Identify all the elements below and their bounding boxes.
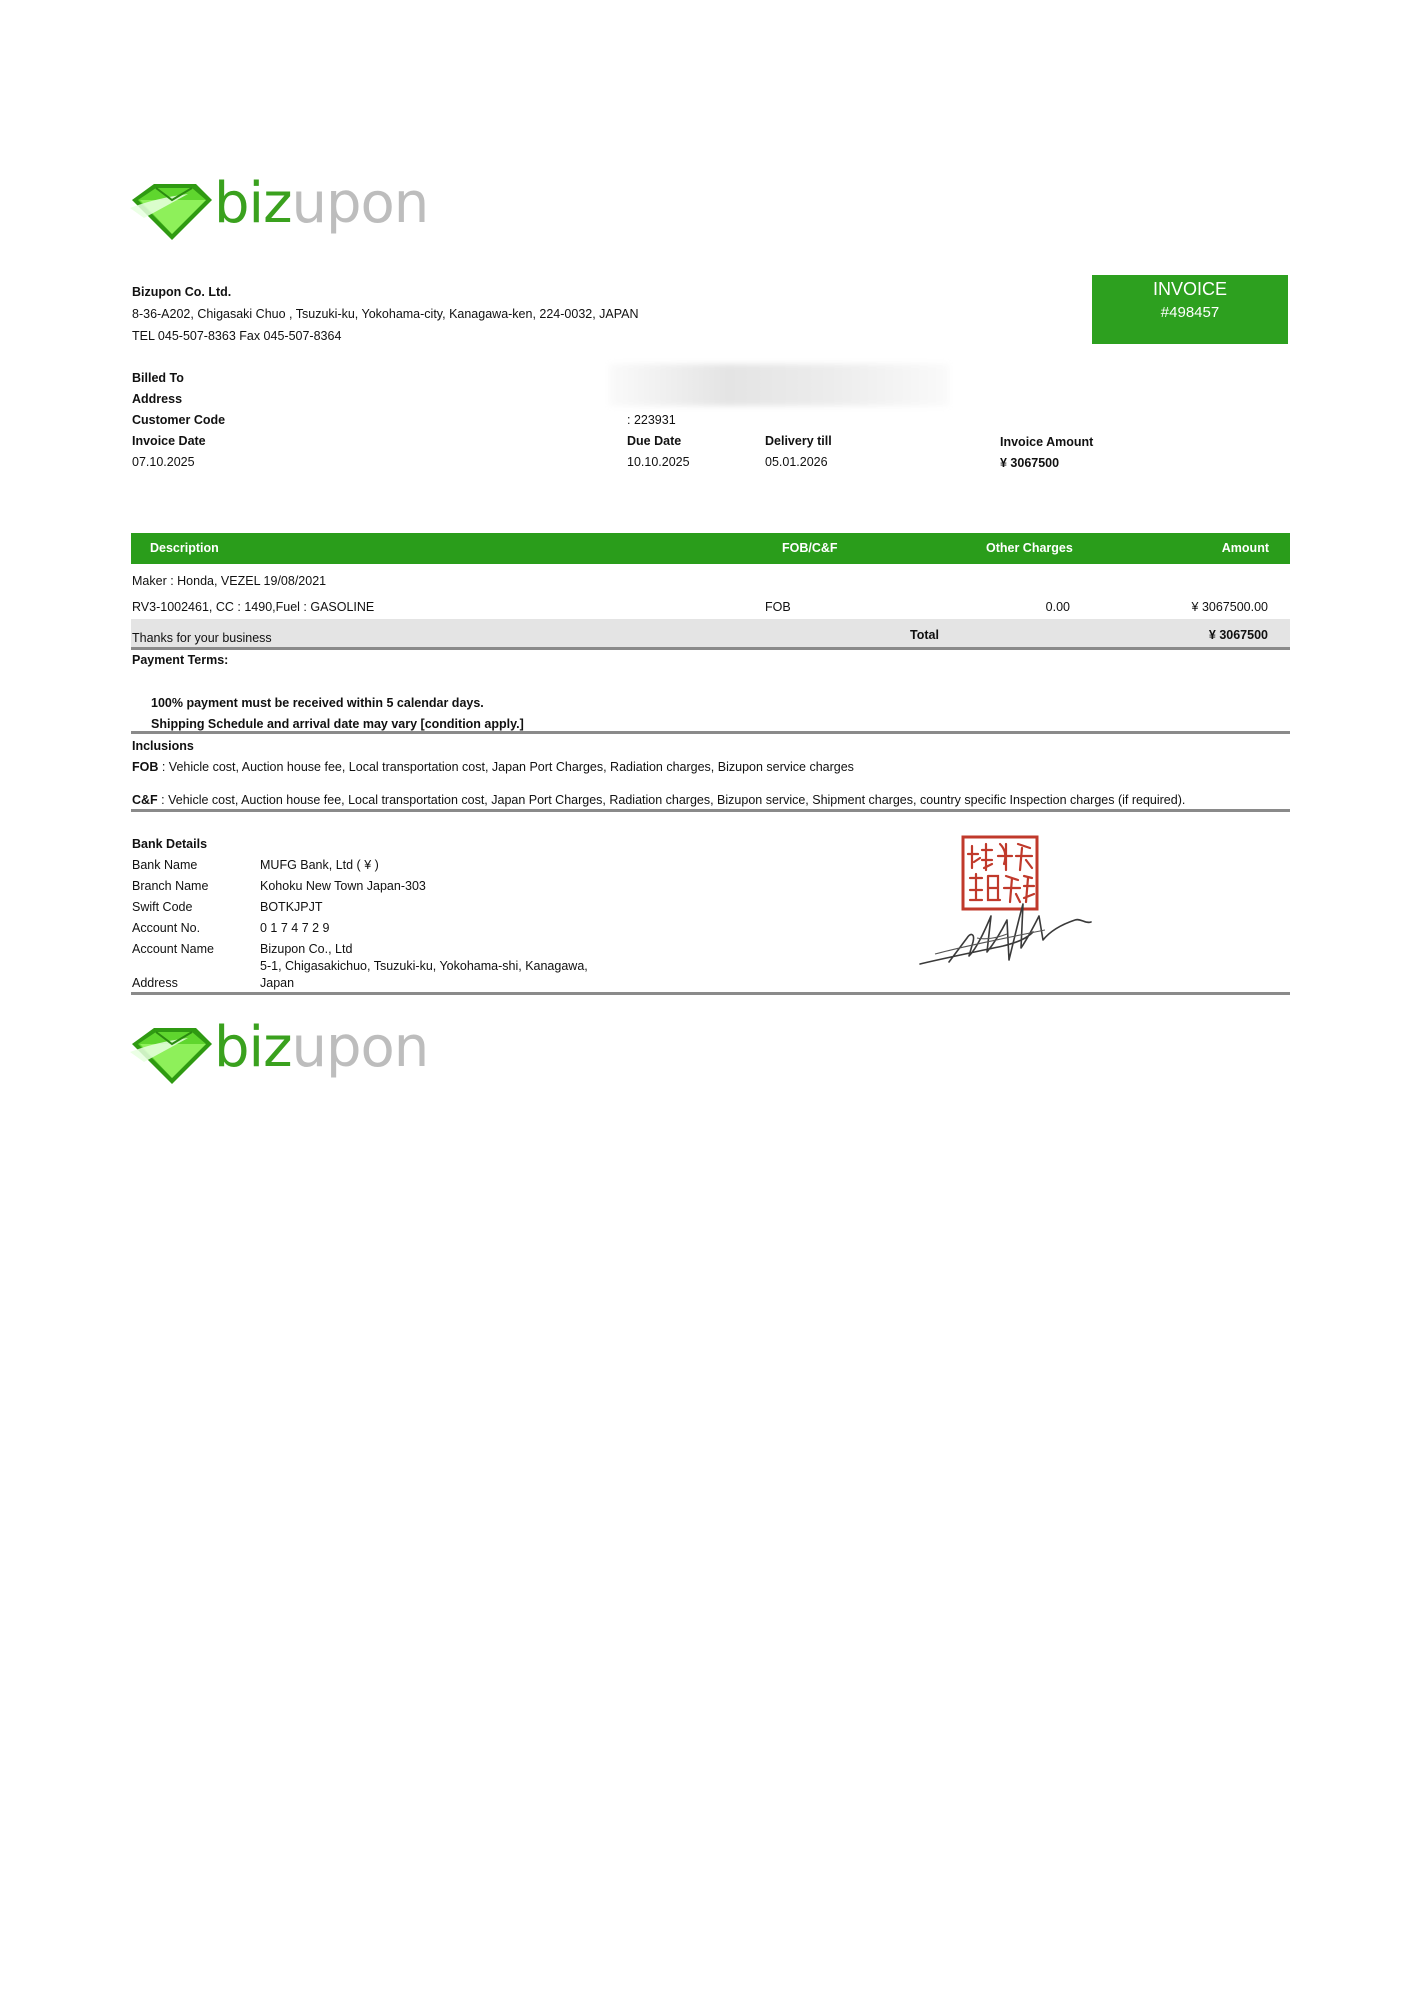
inclusions-fob-label: FOB [132, 760, 159, 774]
signature [915, 868, 1100, 973]
company-contact: TEL 045-507-8363 Fax 045-507-8364 [132, 329, 342, 343]
company-name: Bizupon Co. Ltd. [132, 285, 232, 299]
redacted-customer-info [609, 364, 949, 406]
thanks-note: Thanks for your business [132, 631, 272, 645]
col-description: Description [150, 541, 219, 555]
branch-name-label: Branch Name [132, 879, 209, 893]
col-fob-cf: FOB/C&F [782, 541, 838, 555]
items-table-header [131, 533, 1290, 564]
invoice-date-label: Invoice Date [132, 434, 206, 448]
swift-code-label: Swift Code [132, 900, 193, 914]
customer-code-label: Customer Code [132, 413, 226, 427]
divider [131, 809, 1290, 812]
divider [131, 731, 1290, 734]
bank-name-label: Bank Name [132, 858, 198, 872]
bank-address-label: Address [132, 976, 178, 990]
inclusions-cf [132, 792, 1185, 808]
branch-name-value: Kohoku New Town Japan-303 [260, 879, 426, 893]
account-name-value: Bizupon Co., Ltd [260, 942, 353, 956]
invoice-badge [1092, 275, 1288, 344]
total-label: Total [910, 628, 939, 642]
inclusions-cf-label: C&F [132, 793, 158, 807]
invoice-amount-value: ¥ 3067500 [1000, 456, 1060, 470]
invoice-label: INVOICE [1152, 279, 1227, 299]
account-no-label: Account No. [132, 921, 201, 935]
customer-code-value: : 223931 [627, 413, 676, 427]
item-amount: ¥ 3067500.00 [1191, 600, 1268, 614]
invoice-number: #498457 [1160, 304, 1220, 321]
company-logo-bottom [126, 1015, 446, 1092]
total-value: ¥ 3067500 [1208, 628, 1268, 642]
account-name-label: Account Name [132, 942, 214, 956]
bank-address-line1: 5-1, Chigasakichuo, Tsuzuki-ku, Yokohama-shi, Kanagawa, [260, 959, 588, 973]
item-maker-line: Maker : Honda, VEZEL 19/08/2021 [132, 574, 327, 588]
item-fob: FOB [765, 600, 791, 614]
inclusions-title: Inclusions [132, 739, 194, 753]
inclusions-fob-text: : Vehicle cost, Auction house fee, Local transportation cost, Japan Port Charges, Radiation charges, Bizupon service charges [158, 760, 854, 774]
company-logo-top [126, 171, 446, 248]
item-other-charges: 0.00 [1045, 600, 1070, 614]
payment-terms-title: Payment Terms: [132, 653, 229, 667]
inclusions-cf-text: : Vehicle cost, Auction house fee, Local transportation cost, Japan Port Charges, Radiation charges, Bizupon service, Shipment charges, country specific Inspection charges (if required). [157, 793, 1186, 807]
delivery-label: Delivery till [765, 434, 832, 448]
diamond-logo-icon [126, 178, 216, 244]
bank-address-line2: Japan [260, 976, 295, 990]
delivery-value: 05.01.2026 [765, 455, 828, 469]
logo-wordmark: bizupon [214, 1015, 429, 1080]
total-row [131, 619, 1290, 649]
inclusions-fob [132, 759, 854, 775]
payment-terms-line1: 100% payment must be received within 5 calendar days. [151, 696, 484, 710]
due-date-value: 10.10.2025 [627, 455, 690, 469]
address-label: Address [132, 392, 183, 406]
account-no-value: 0 1 7 4 7 2 9 [260, 921, 330, 935]
swift-code-value: BOTKJPJT [260, 900, 323, 914]
invoice-date-value: 07.10.2025 [132, 455, 195, 469]
due-date-label: Due Date [627, 434, 682, 448]
company-address: 8-36-A202, Chigasaki Chuo , Tsuzuki-ku, Yokohama-city, Kanagawa-ken, 224-0032, JAPAN [132, 307, 639, 321]
col-other-charges: Other Charges [986, 541, 1073, 555]
item-description: RV3-1002461, CC : 1490,Fuel : GASOLINE [132, 600, 375, 614]
divider [131, 647, 1290, 650]
bank-details-title: Bank Details [132, 837, 208, 851]
invoice-amount-label: Invoice Amount [1000, 435, 1094, 449]
bank-name-value: MUFG Bank, Ltd ( ¥ ) [260, 858, 379, 872]
billed-to-label: Billed To [132, 371, 184, 385]
payment-terms-line2: Shipping Schedule and arrival date may vary [condition apply.] [151, 717, 524, 731]
diamond-logo-icon [126, 1022, 216, 1088]
logo-wordmark: bizupon [214, 171, 429, 236]
divider [131, 992, 1290, 995]
col-amount: Amount [1221, 541, 1269, 555]
